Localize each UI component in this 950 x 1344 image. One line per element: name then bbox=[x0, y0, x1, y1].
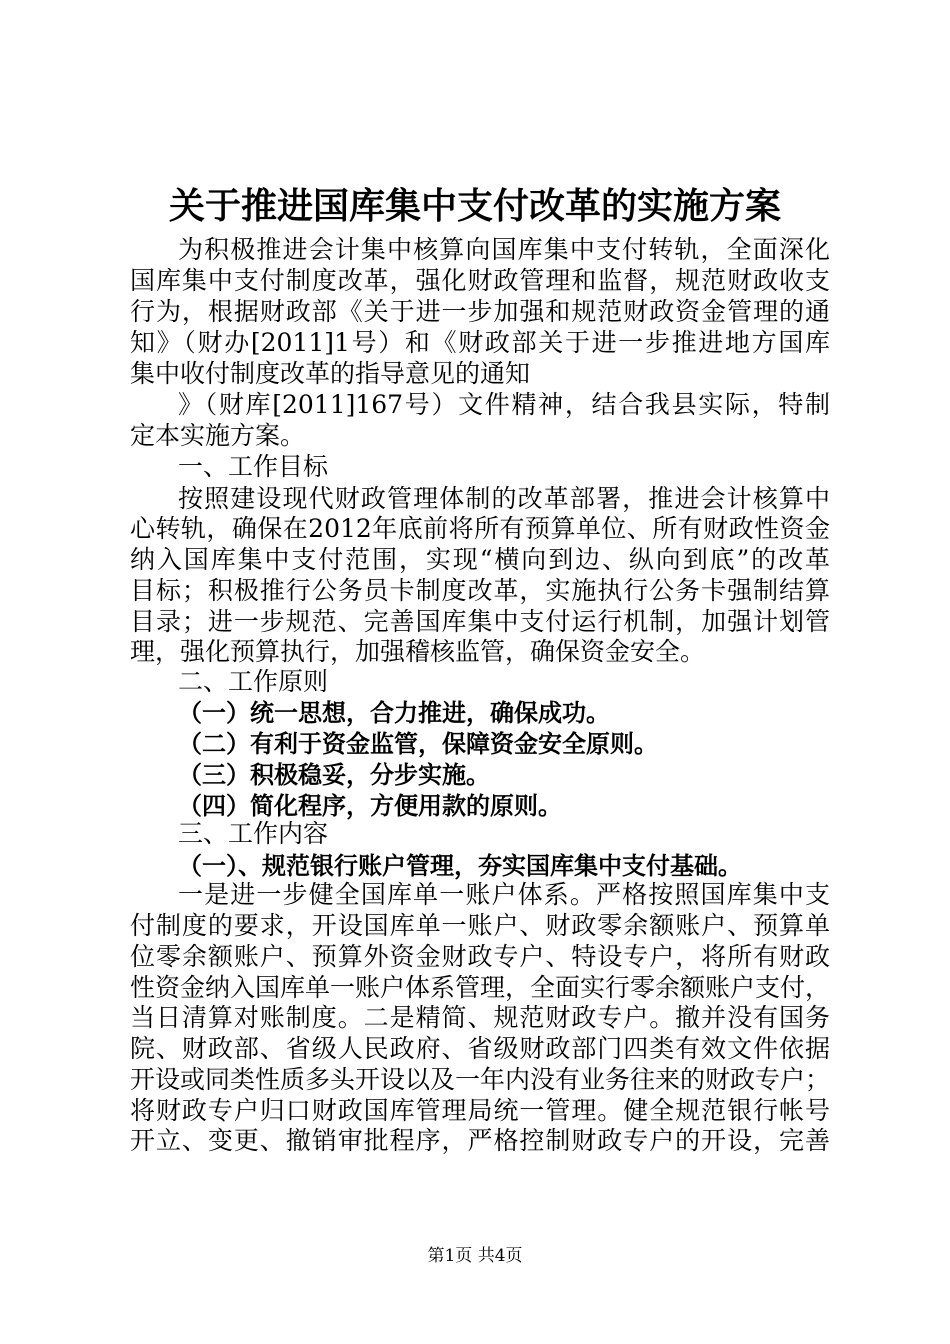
section-heading-principles: 二、工作原则 bbox=[178, 667, 329, 696]
content-line: 当日清算对账制度。二是精简、规范财政专户。撤并没有国务 bbox=[130, 1003, 830, 1032]
goals-line: 心转轨，确保在2012年底前将所有预算单位、所有财政性资金 bbox=[130, 514, 830, 543]
content-line: 开设或同类性质多头开设以及一年内没有业务往来的财政专户； bbox=[130, 1065, 830, 1094]
principle-item: （三）积极稳妥，分步实施。 bbox=[178, 761, 490, 789]
goals-line: 纳入国库集中支付范围，实现“横向到边、纵向到底”的改革 bbox=[130, 545, 830, 574]
intro-line: 知》（财办[2011]1号）和《财政部关于进一步推进地方国库 bbox=[130, 328, 830, 357]
content-subheading: （一）、规范银行账户管理，夯实国库集中支付基础。 bbox=[178, 852, 742, 880]
goals-line: 目标；积极推行公务员卡制度改革，实施执行公务卡强制结算 bbox=[130, 576, 830, 605]
intro-line: 国库集中支付制度改革，强化财政管理和监督，规范财政收支 bbox=[130, 266, 830, 295]
section-heading-content: 三、工作内容 bbox=[178, 819, 329, 848]
principle-item: （一）统一思想，合力推进，确保成功。 bbox=[178, 699, 610, 727]
intro-line: 为积极推进会计集中核算向国库集中支付转轨，全面深化 bbox=[178, 235, 830, 264]
intro-line: 行为，根据财政部《关于进一步加强和规范财政资金管理的通 bbox=[130, 297, 830, 326]
principle-item: （四）简化程序，方便用款的原则。 bbox=[178, 792, 562, 820]
content-line: 位零余额账户、预算外资金财政专户、特设专户，将所有财政 bbox=[130, 942, 830, 971]
goals-line: 按照建设现代财政管理体制的改革部署，推进会计核算中 bbox=[178, 484, 830, 513]
content-line: 将财政专户归口财政国库管理局统一管理。健全规范银行帐号 bbox=[130, 1096, 830, 1125]
section-heading-goals: 一、工作目标 bbox=[178, 452, 329, 481]
intro-line: 定本实施方案。 bbox=[130, 421, 306, 450]
goals-line: 目录；进一步规范、完善国库集中支付运行机制，加强计划管 bbox=[130, 607, 830, 636]
content-line: 付制度的要求，开设国库单一账户、财政零余额账户、预算单 bbox=[130, 911, 830, 940]
document-title: 关于推进国库集中支付改革的实施方案 bbox=[168, 185, 781, 227]
content-line: 一是进一步健全国库单一账户体系。严格按照国库集中支 bbox=[178, 880, 830, 909]
content-line: 院、财政部、省级人民政府、省级财政部门四类有效文件依据 bbox=[130, 1034, 830, 1063]
content-line: 性资金纳入国库单一账户体系管理，全面实行零余额账户支付， bbox=[130, 973, 830, 1002]
intro-line: 》（财库[2011]167号）文件精神，结合我县实际，特制 bbox=[178, 390, 830, 419]
goals-line: 理，强化预算执行，加强稽核监管，确保资金安全。 bbox=[130, 637, 706, 666]
page-number: 第1页 共4页 bbox=[427, 1246, 523, 1266]
intro-line: 集中收付制度改革的指导意见的通知 bbox=[130, 359, 531, 388]
content-line: 开立、变更、撤销审批程序，严格控制财政专户的开设，完善 bbox=[130, 1126, 830, 1155]
principle-item: （二）有利于资金监管，保障资金安全原则。 bbox=[178, 730, 658, 758]
